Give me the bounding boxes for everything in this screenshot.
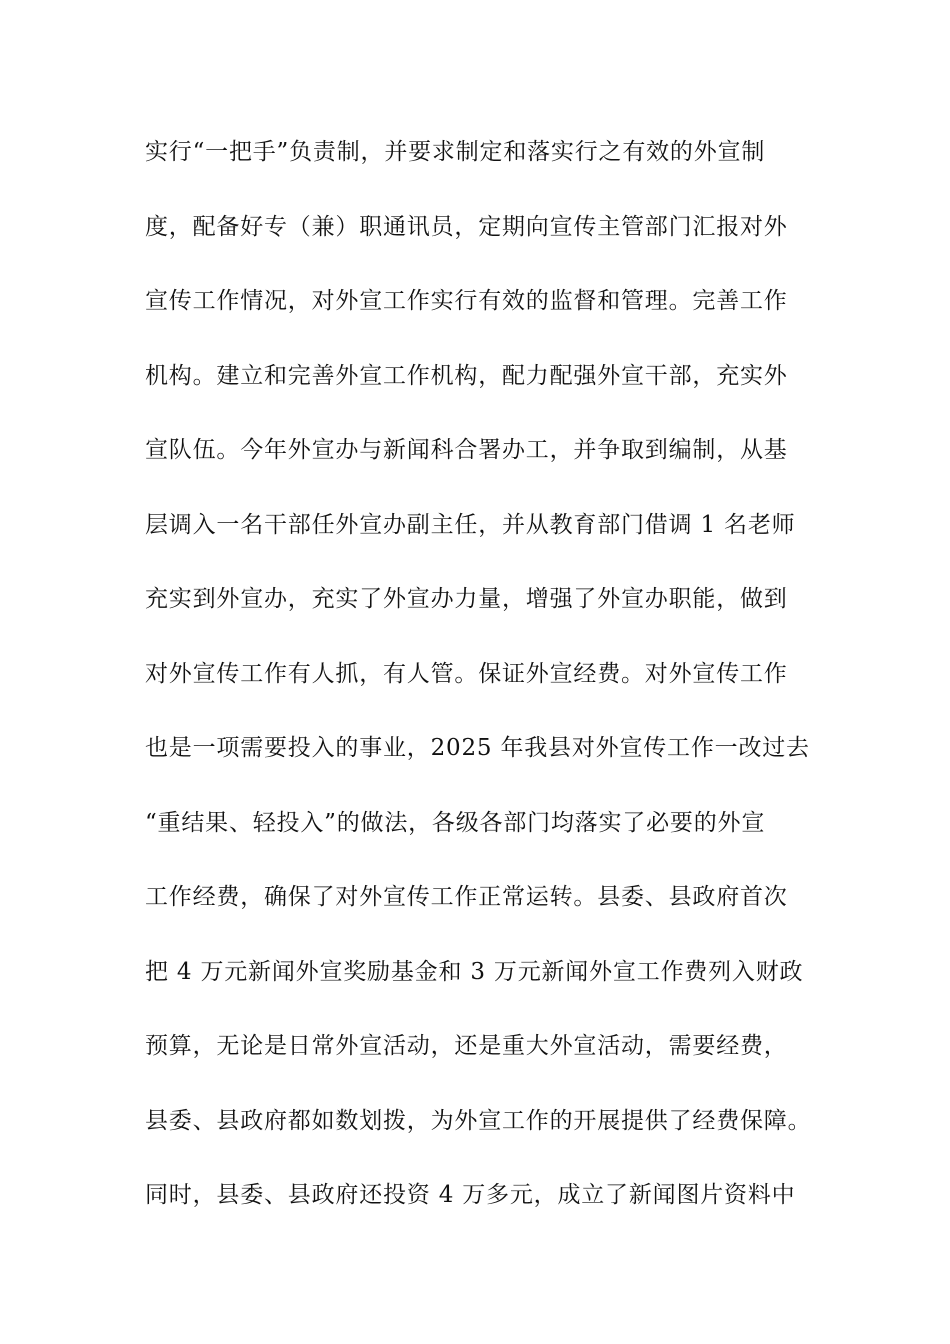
text-line: 工作经费，确保了对外宣传工作正常运转。县委、县政府首次 bbox=[145, 884, 788, 910]
text-line: 把 4 万元新闻外宣奖励基金和 3 万元新闻外宣工作费列入财政 bbox=[145, 958, 804, 985]
text-line: 对外宣传工作有人抓，有人管。保证外宣经费。对外宣传工作 bbox=[145, 660, 788, 687]
text-line: 宣传工作情况，对外宣工作实行有效的监督和管理。完善工作 bbox=[145, 288, 788, 314]
text-line: 机构。建立和完善外宣工作机构，配力配强外宣干部，充实外 bbox=[145, 362, 788, 389]
text-line: 充实到外宣办，充实了外宣办力量，增强了外宣办职能，做到 bbox=[145, 586, 788, 612]
text-line: 度，配备好专（兼）职通讯员，定期向宣传主管部门汇报对外 bbox=[145, 213, 788, 240]
body-text bbox=[145, 128, 810, 1246]
text-line: 也是一项需要投入的事业，2025 年我县对外宣传工作一改过去 bbox=[145, 735, 810, 761]
text-line: 层调入一名干部任外宣办副主任，并从教育部门借调 1 名老师 bbox=[145, 511, 796, 538]
text-line: 实行“一把手”负责制，并要求制定和落实行之有效的外宣制 bbox=[145, 139, 766, 165]
text-line: 宣队伍。今年外宣办与新闻科合署办工，并争取到编制，从基 bbox=[145, 437, 788, 463]
text-line: “重结果、轻投入”的做法，各级各部门均落实了必要的外宣 bbox=[145, 809, 766, 836]
text-line: 同时，县委、县政府还投资 4 万多元，成立了新闻图片资料中 bbox=[145, 1182, 796, 1208]
text-line: 县委、县政府都如数划拨，为外宣工作的开展提供了经费保障。 bbox=[145, 1107, 812, 1134]
text-line: 预算，无论是日常外宣活动，还是重大外宣活动，需要经费， bbox=[145, 1033, 788, 1059]
